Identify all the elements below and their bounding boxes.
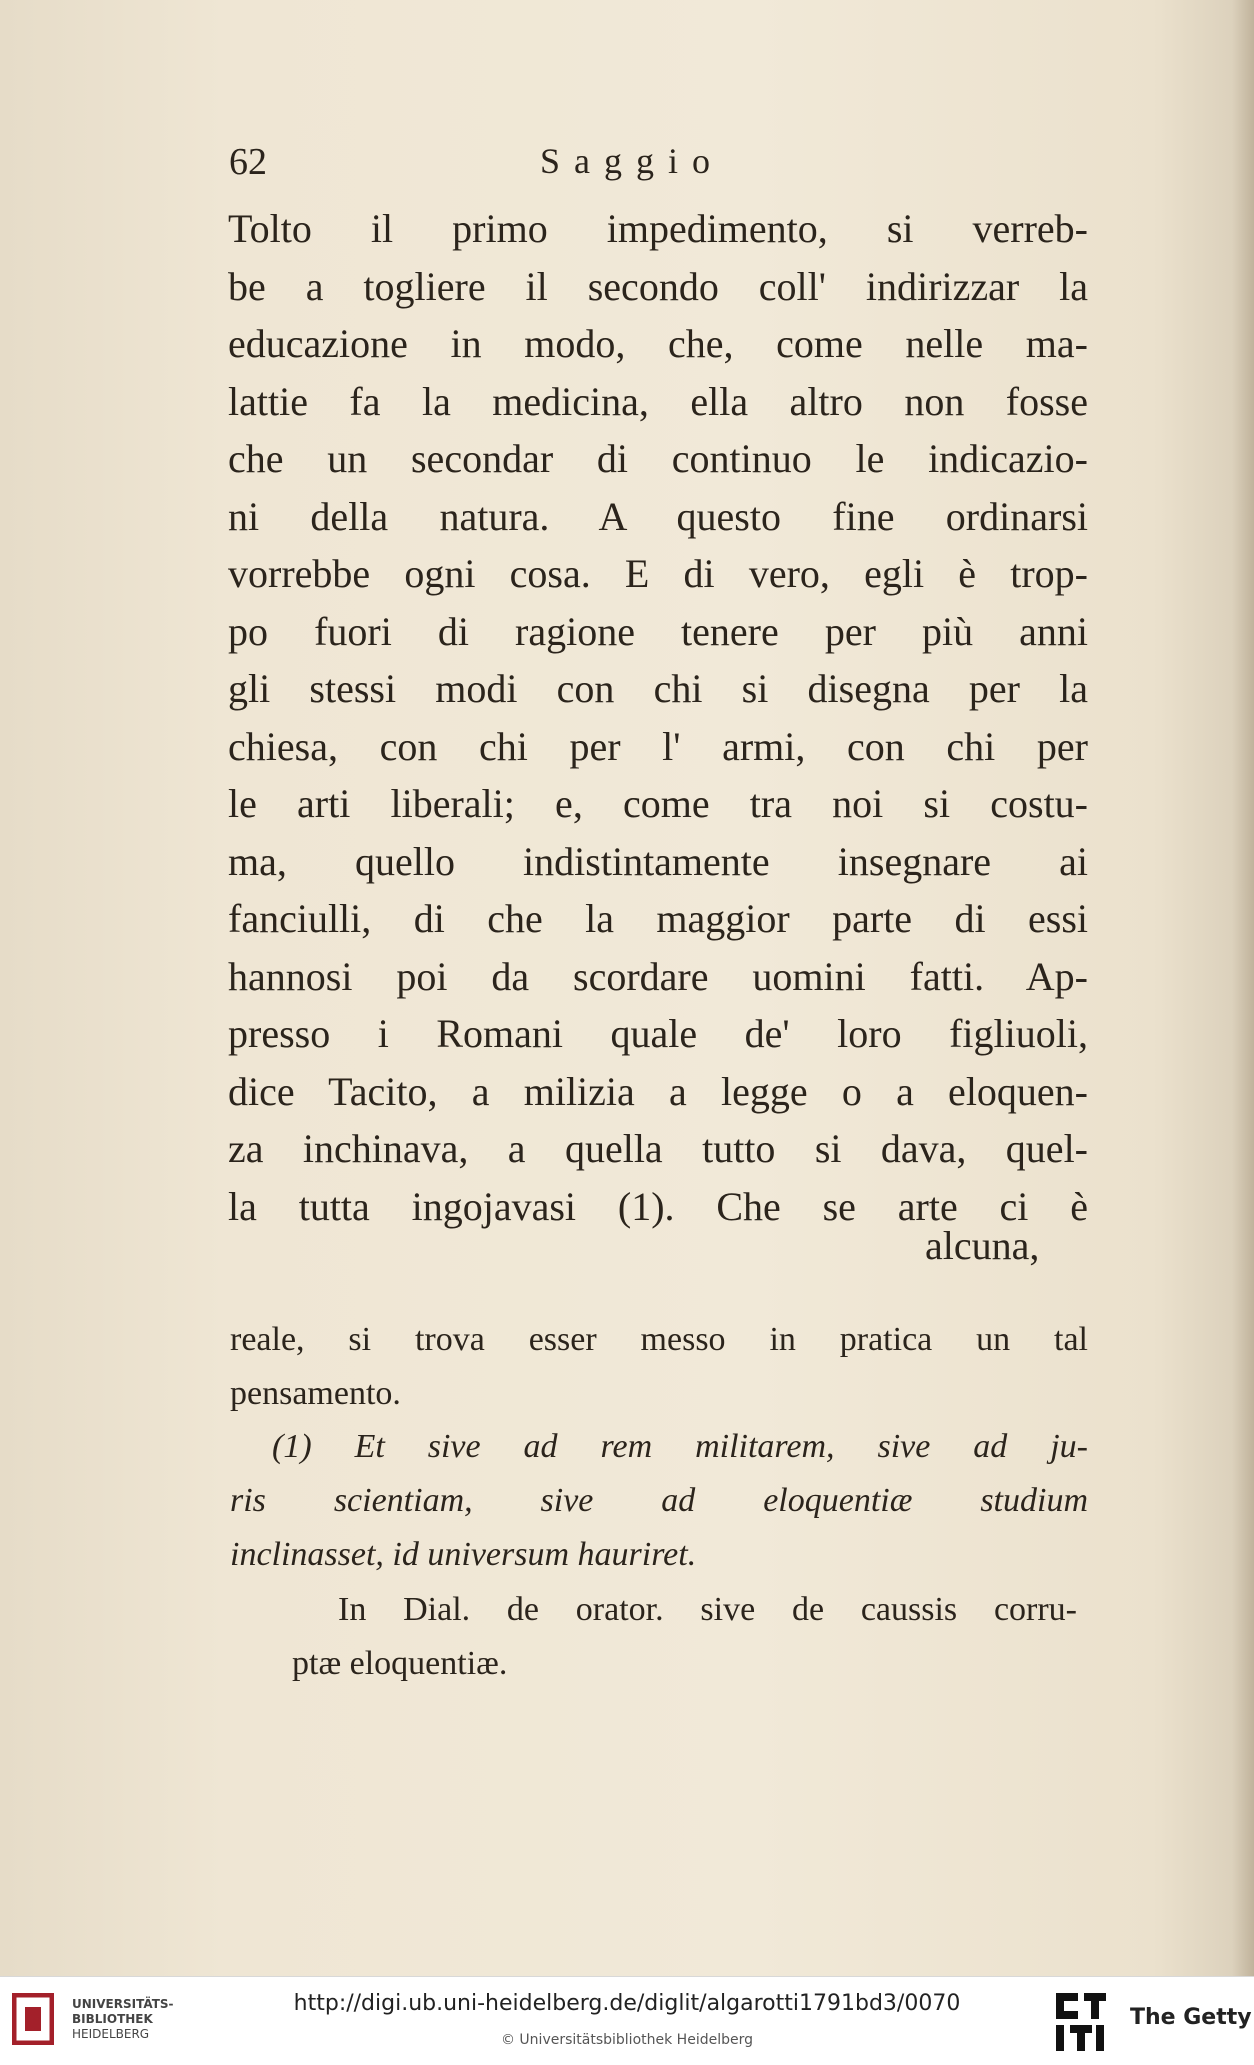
- text-line: ni della natura. A questo fine ordinarsi: [228, 493, 1088, 539]
- footnote-continuation: [230, 1313, 1088, 1421]
- text-line: lattie fa la medicina, ella altro non fosse: [228, 378, 1088, 424]
- footnote-line: In Dial. de orator. sive de caussis corru-: [338, 1591, 1077, 1628]
- text-line: Tolto il primo impedimento, si verreb-: [228, 206, 1088, 251]
- text-line: ma, quello indistintamente insegnare ai: [228, 838, 1088, 884]
- text-line: che un secondar di continuo le indicazio-: [228, 436, 1088, 481]
- text-line: chiesa, con chi per l' armi, con chi per: [228, 723, 1088, 769]
- library-name-line: UNIVERSITÄTS-: [72, 1997, 174, 2011]
- text-line: hannosi poi da scordare uomini fatti. Ap-: [228, 953, 1088, 999]
- library-name-line: HEIDELBERG: [72, 2027, 150, 2041]
- footnote-line: pensamento.: [230, 1375, 401, 1412]
- text-line: dice Tacito, a milizia a legge o a eloquen-: [228, 1068, 1088, 1114]
- text-line: be a togliere il secondo coll' indirizzar la: [228, 263, 1088, 309]
- partner-name: The Getty: [1130, 2005, 1252, 2030]
- text-line: fanciulli, di che la maggior parte di essi: [228, 896, 1088, 941]
- footnote-line: inclinasset, id universum hauriret.: [230, 1536, 697, 1573]
- viewer-footer: [0, 1976, 1254, 2065]
- footnote-source: [292, 1583, 1077, 1691]
- footnote-line: reale, si trova esser messo in pratica un tal: [230, 1321, 1088, 1358]
- page-number: 62: [229, 141, 267, 183]
- copyright-notice: © Universitätsbibliothek Heidelberg: [500, 2032, 753, 2048]
- text-line: vorrebbe ogni cosa. E di vero, egli è trop-: [228, 551, 1088, 596]
- footnote-citation: [230, 1420, 1088, 1582]
- getty-logo-icon: [1054, 1991, 1110, 2053]
- running-head: [225, 140, 1085, 190]
- text-line: po fuori di ragione tenere per più anni: [228, 608, 1088, 654]
- library-name-line: BIBLIOTHEK: [72, 2012, 153, 2026]
- text-line: za inchinava, a quella tutto si dava, quel-: [228, 1126, 1088, 1171]
- catchword: alcuna,: [925, 1223, 1040, 1268]
- text-line: gli stessi modi con chi si disegna per la: [228, 666, 1088, 711]
- permalink-url[interactable]: http://digi.ub.uni-heidelberg.de/diglit/algarotti1791bd3/0070: [293, 1991, 961, 2016]
- footnote-line: ptæ eloquentiæ.: [292, 1645, 508, 1682]
- text-line: educazione in modo, che, come nelle ma-: [228, 321, 1088, 366]
- text-line: le arti liberali; e, come tra noi si costu-: [228, 781, 1088, 826]
- footnote-line: ris scientiam, sive ad eloquentiæ studium: [230, 1482, 1088, 1519]
- text-line: presso i Romani quale de' loro figliuoli,: [228, 1011, 1088, 1056]
- footnote-line: (1) Et sive ad rem militarem, sive ad ju-: [272, 1428, 1088, 1465]
- running-title: Saggio: [540, 141, 725, 181]
- text-line: la tutta ingojavasi (1). Che se arte ci è: [228, 1183, 1088, 1229]
- main-text: [228, 200, 1088, 1235]
